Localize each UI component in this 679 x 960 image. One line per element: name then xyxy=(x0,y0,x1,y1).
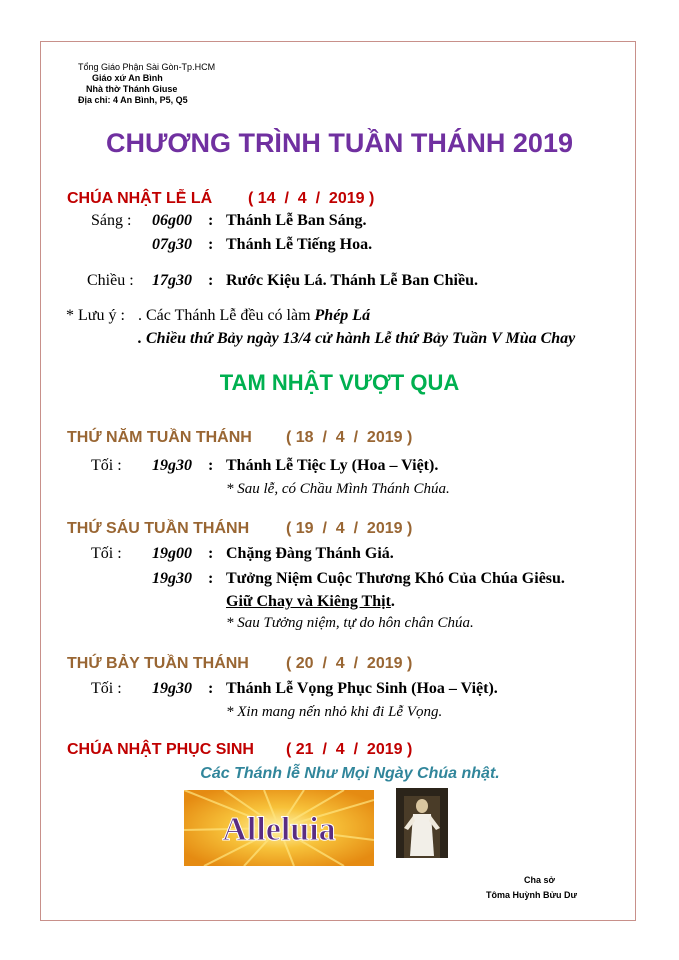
church-line: Nhà thờ Thánh Giuse xyxy=(86,84,178,94)
saturday-time: 19g30 xyxy=(152,680,192,697)
mass-time-0730: 07g30 xyxy=(152,236,192,253)
alleluia-text: Alleluia xyxy=(222,811,336,848)
colon: : xyxy=(208,272,214,289)
note-line-1: . Các Thánh Lễ đều có làm Phép Lá xyxy=(138,307,371,324)
morning-label: Sáng : xyxy=(91,212,132,229)
friday-note: * Sau Tưởng niệm, tự do hôn chân Chúa. xyxy=(226,615,474,631)
signature-name: Tôma Huỳnh Bửu Dư xyxy=(486,890,578,900)
thursday-time: 19g30 xyxy=(152,457,192,474)
thursday-date: ( 18 / 4 / 2019 ) xyxy=(286,429,413,446)
colon: : xyxy=(208,457,214,474)
afternoon-label: Chiều : xyxy=(87,272,134,289)
colon: : xyxy=(208,680,214,697)
palm-sunday-heading: CHÚA NHẬT LỄ LÁ xyxy=(67,190,213,207)
triduum-title: TAM NHẬT VƯỢT QUA xyxy=(219,370,460,395)
signature-title: Cha sở xyxy=(524,875,555,885)
palm-sunday-date: ( 14 / 4 / 2019 ) xyxy=(248,190,375,207)
mass-text-morning: Thánh Lễ Ban Sáng. xyxy=(226,212,367,229)
mass-time-1730: 17g30 xyxy=(152,272,192,289)
friday-time-1: 19g00 xyxy=(152,545,192,562)
friday-text-2: Tưởng Niệm Cuộc Thương Khó Của Chúa Giêsu. xyxy=(226,570,565,587)
colon: : xyxy=(208,236,214,253)
colon: : xyxy=(208,212,214,229)
page-title: CHƯƠNG TRÌNH TUẦN THÁNH 2019 xyxy=(106,128,573,158)
risen-christ-icon xyxy=(396,788,448,858)
easter-date: ( 21 / 4 / 2019 ) xyxy=(286,741,413,758)
parish-line: Giáo xứ An Bình xyxy=(92,73,163,83)
procession-text: Rước Kiệu Lá. Thánh Lễ Ban Chiều. xyxy=(226,272,478,289)
saturday-date: ( 20 / 4 / 2019 ) xyxy=(286,655,413,672)
saturday-text: Thánh Lễ Vọng Phục Sinh (Hoa – Việt). xyxy=(226,680,498,697)
note-label: * Lưu ý : xyxy=(66,307,125,324)
archdiocese-line: Tổng Giáo Phận Sài Gòn-Tp.HCM xyxy=(78,62,216,72)
risen-christ-image xyxy=(396,788,448,858)
alleluia-sunburst-icon xyxy=(184,790,374,866)
easter-heading: CHÚA NHẬT PHỤC SINH xyxy=(67,741,254,758)
thursday-note: * Sau lễ, có Chầu Mình Thánh Chúa. xyxy=(226,481,450,497)
thursday-text: Thánh Lễ Tiệc Ly (Hoa – Việt). xyxy=(226,457,439,474)
mass-text-chinese: Thánh Lễ Tiếng Hoa. xyxy=(226,236,373,253)
colon: : xyxy=(208,545,214,562)
saturday-label: Tối : xyxy=(91,680,122,697)
address-line: Địa chỉ: 4 An Bình, P5, Q5 xyxy=(78,95,188,105)
saturday-heading: THỨ BẢY TUẦN THÁNH xyxy=(67,655,249,672)
friday-date: ( 19 / 4 / 2019 ) xyxy=(286,520,413,537)
saturday-note: * Xin mang nến nhỏ khi đi Lễ Vọng. xyxy=(226,704,443,720)
thursday-label: Tối : xyxy=(91,457,122,474)
thursday-heading: THỨ NĂM TUẦN THÁNH xyxy=(67,429,252,446)
easter-subtitle: Các Thánh lễ Như Mọi Ngày Chúa nhật. xyxy=(200,765,500,782)
note-line-2: . Chiều thứ Bảy ngày 13/4 cử hành Lễ thứ Bảy Tuần V Mùa Chay xyxy=(138,330,576,347)
friday-heading: THỨ SÁU TUẦN THÁNH xyxy=(67,520,250,537)
friday-label: Tối : xyxy=(91,545,122,562)
alleluia-image xyxy=(184,790,374,866)
fasting-text: Giữ Chay và Kiêng Thịt. xyxy=(226,593,395,610)
friday-time-2: 19g30 xyxy=(152,570,192,587)
mass-time-0600: 06g00 xyxy=(152,212,192,229)
friday-text-1: Chặng Đàng Thánh Giá. xyxy=(226,545,394,562)
colon: : xyxy=(208,570,214,587)
